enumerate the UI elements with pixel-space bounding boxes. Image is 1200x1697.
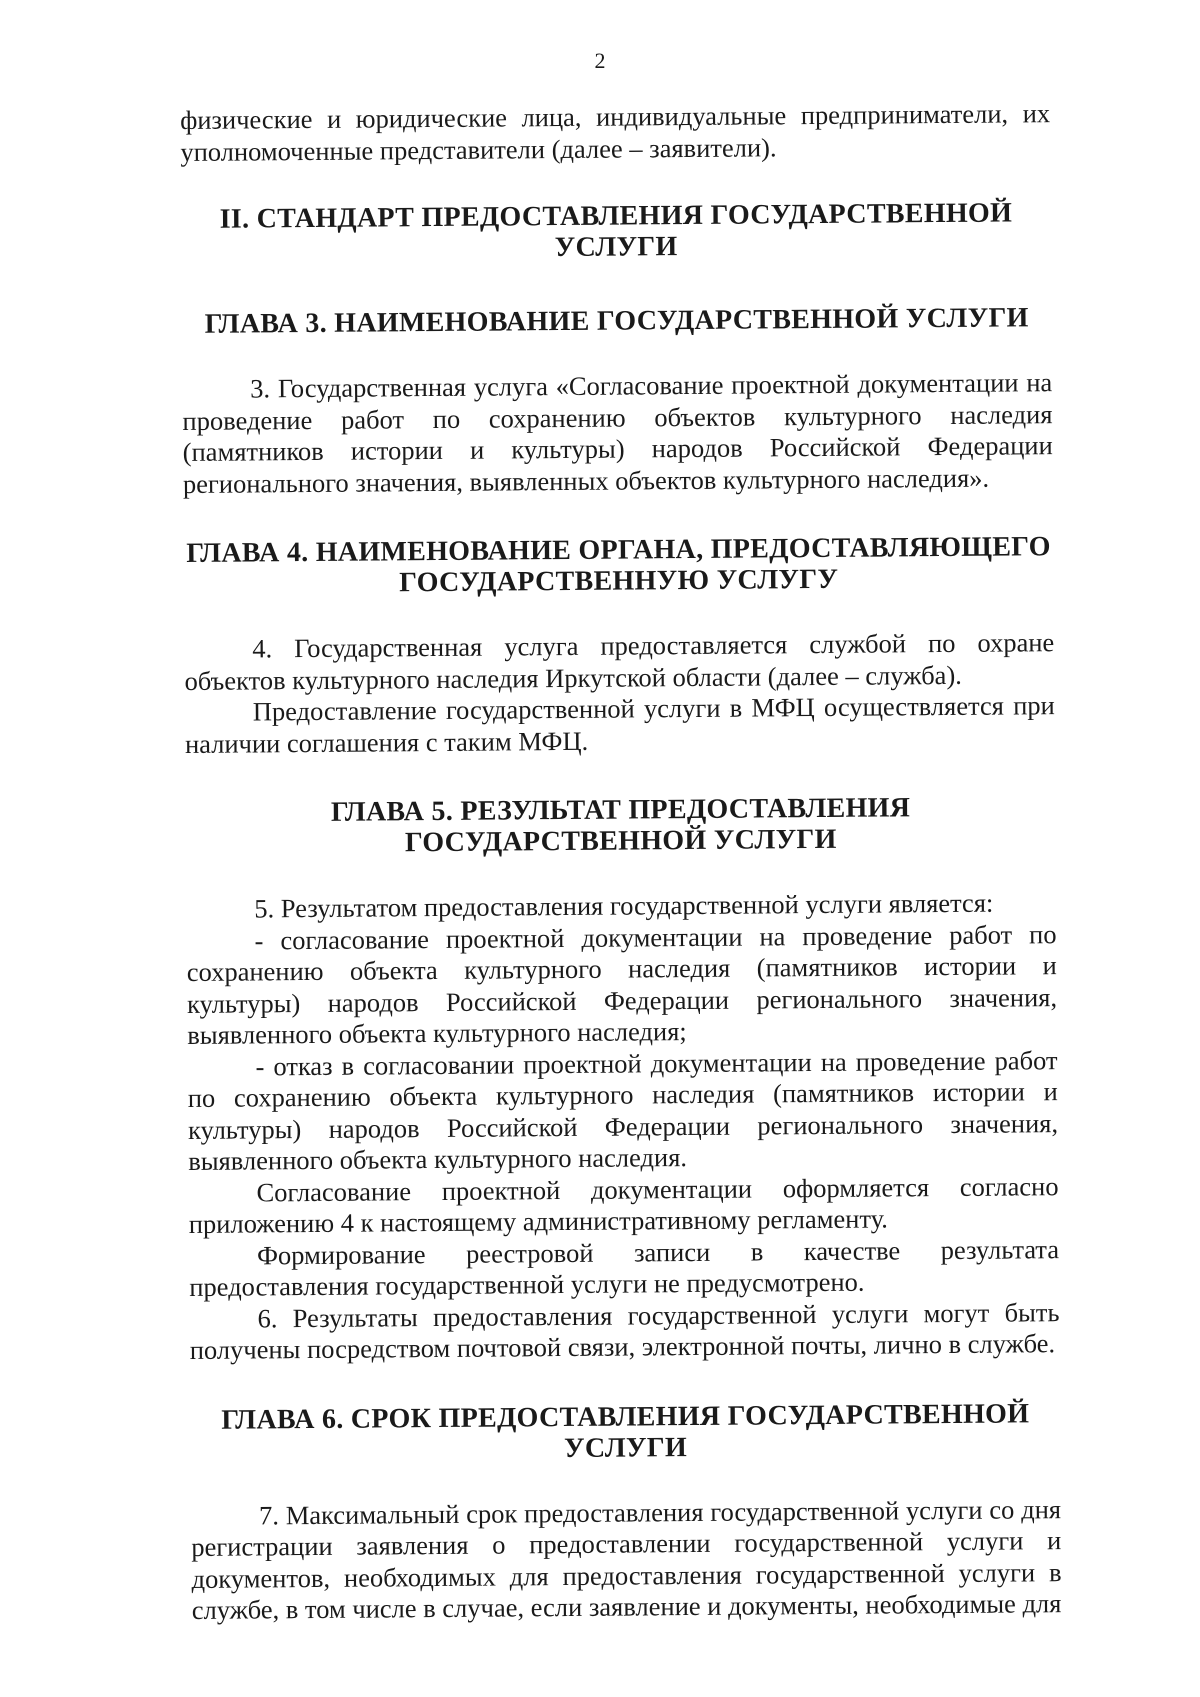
chapter-5-title-line-1: ГЛАВА 5. РЕЗУЛЬТАТ ПРЕДОСТАВЛЕНИЯ bbox=[330, 792, 911, 828]
chapter-5-paragraph-1: 5. Результатом предоставления государственной услуги является: bbox=[254, 887, 994, 924]
chapter-5-paragraph-5: Формирование реестровой записи в качестве результата предоставления государственной услуги не предусмотрено. bbox=[189, 1233, 1060, 1302]
chapter-5-paragraph-4: Согласование проектной документации оформляется согласно приложению 4 к настоящему административному регламенту. bbox=[188, 1170, 1059, 1239]
chapter-4-title-line-1: ГЛАВА 4. НАИМЕНОВАНИЕ ОРГАНА, ПРЕДОСТАВЛЯЮЩЕГО bbox=[186, 531, 1051, 569]
page-number: 2 bbox=[594, 48, 606, 73]
section-title: II. СТАНДАРТ ПРЕДОСТАВЛЕНИЯ ГОСУДАРСТВЕННОЙ УСЛУГИ bbox=[219, 197, 1013, 264]
chapter-4-paragraph-2: Предоставление государственной услуги в МФЦ осуществляется при наличии соглашения с таким МФЦ. bbox=[184, 690, 1055, 759]
chapter-4-title bbox=[183, 531, 1053, 600]
chapter-5-paragraph-2: - согласование проектной документации на проведение работ по сохранению объекта культурного наследия (памятников истории и культуры) народов Российской Федерации регионального значения, выявленного объекта культурного наследия; bbox=[186, 918, 1058, 1050]
chapter-3-title: ГЛАВА 3. НАИМЕНОВАНИЕ ГОСУДАРСТВЕННОЙ УСЛУГИ bbox=[204, 302, 1029, 340]
chapter-5-paragraph-3: - отказ в согласовании проектной документации на проведение работ по сохранению объекта культурного наследия (памятников истории и культуры) народов Российской Федерации регионального значения, выявленного объекта культурного наследия. bbox=[187, 1044, 1059, 1176]
chapter-6-paragraph-1: 7. Максимальный срок предоставления государственной услуги со дня регистрации заявления о предоставлении государственной услуги и документов, необходимых для предоставления государственной услуги в службе, в том числе в случае, если заявление и документы, необходимые для bbox=[191, 1493, 1062, 1625]
document-body bbox=[180, 98, 1062, 1626]
chapter-5-paragraph-6: 6. Результаты предоставления государственной услуги могут быть получены посредством почтовой связи, электронной почты, лично в службе. bbox=[189, 1296, 1060, 1365]
chapter-5-title-line-2: ГОСУДАРСТВЕННОЙ УСЛУГИ bbox=[404, 823, 837, 859]
chapter-4-title-line-2: ГОСУДАРСТВЕННУЮ УСЛУГУ bbox=[399, 563, 839, 599]
chapter-3-paragraph: 3. Государственная услуга «Согласование проектной документации на проведение работ по сохранению объектов культурного наследия (памятников истории и культуры) народов Российской Федерации регионального значения, выявленных объектов культурного наследия». bbox=[182, 367, 1053, 499]
intro-paragraph: физические и юридические лица, индивидуальные предприниматели, их уполномоченные представители (далее – заявители). bbox=[180, 98, 1051, 167]
chapter-6-title: ГЛАВА 6. СРОК ПРЕДОСТАВЛЕНИЯ ГОСУДАРСТВЕННОЙ УСЛУГИ bbox=[221, 1397, 1030, 1464]
chapter-5-title bbox=[185, 791, 1055, 860]
chapter-4-paragraph-1: 4. Государственная услуга предоставляется службой по охране объектов культурного наследия Иркутской области (далее – служба). bbox=[184, 627, 1055, 696]
